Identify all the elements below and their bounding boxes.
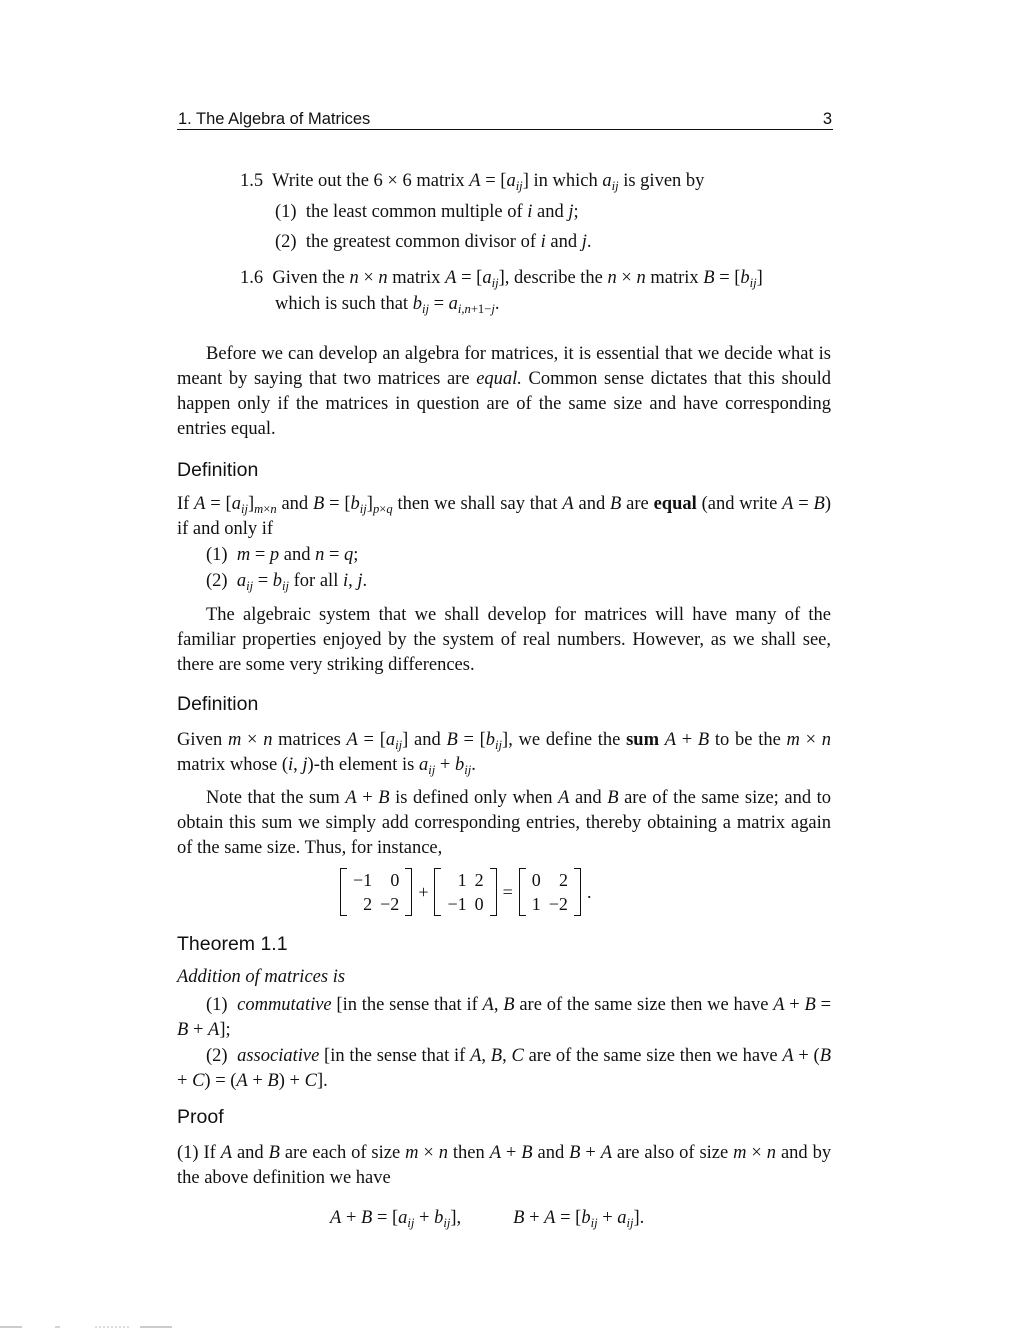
- theorem-item-2: (2) associative [in the sense that if A, B, C are of the same size then we have A + (B + C) = (A + B) + C].: [177, 1046, 832, 1091]
- algebraic-system-paragraph: The algebraic system that we shall develop for matrices will have many of the familiar properties enjoyed by the system of real numbers. However, as we shall see, there are some very striking differences.: [177, 605, 831, 675]
- proof-heading: Proof: [177, 1106, 224, 1128]
- period: .: [586, 881, 592, 902]
- definition-2-body: Given m × n matrices $A = [a_{ij}]$ and $B = [b_{ij}]$, we define the sum A + B to be the m × n matrix whose (i, j)-th element is $a_{ij} + b_{ij}$.: [177, 730, 832, 778]
- scan-marks: [0, 1322, 200, 1330]
- proof-body: (1) If A and B are each of size m × n then A + B and B + A are also of size m × n and by the above definition we have: [177, 1143, 832, 1188]
- exercise-1-5: 1.5 Write out the 6 × 6 matrix $A = [a_{ij}]$ in which $a_{ij}$ is given by: [240, 171, 705, 194]
- plus-sign: +: [418, 881, 429, 902]
- definition-1-cond-2: (2) $a_{ij} = b_{ij}$ for all i, j.: [206, 571, 368, 594]
- definition-1-body: If $A = [a_{ij}]_{m\times n}$ and $B = [b_{ij}]_{p\times q}$ then we shall say that A and B are equal (and write A = B) if and only if: [177, 494, 831, 539]
- exercise-1-5-item-1: (1) the least common multiple of i and j;: [275, 202, 579, 222]
- note-paragraph: Note that the sum A + B is defined only when A and B are of the same size; and to obtain this sum we simply add corresponding entries, thereby obtaining a matrix again of the same size. Thus, for instance,: [177, 788, 832, 858]
- exercise-1-6: 1.6 Given the n × n matrix $A = [a_{ij}]$, describe the n × n matrix $B = [b_{ij}]$: [240, 268, 763, 291]
- equals-sign: =: [502, 881, 513, 902]
- matrix-3: 0 2 1 −2: [519, 868, 581, 916]
- intro-paragraph: Before we can develop an algebra for matrices, it is essential that we decide what is meant by saying that two matrices are equal. Common sense dictates that this should happen only if the matrices in question are of the same size and have corresponding entries equal.: [177, 344, 831, 439]
- matrix-2: 1 2 −1 0: [434, 868, 496, 916]
- exercise-1-6-cont: which is such that $b_{ij} = a_{i,n+1-j}$.: [275, 294, 500, 317]
- matrix-1: −1 0 2 −2: [340, 868, 412, 916]
- page-number: 3: [822, 110, 832, 128]
- theorem-heading: Theorem 1.1: [177, 933, 288, 955]
- theorem-item-1: (1) commutative [in the sense that if A, B are of the same size then we have A + B = B + A];: [177, 995, 832, 1040]
- running-header: [177, 107, 833, 130]
- theorem-intro: Addition of matrices is: [177, 967, 346, 987]
- definition-1-cond-1: (1) m = p and n = q;: [206, 545, 359, 565]
- definition-heading-2: Definition: [177, 693, 259, 715]
- exercise-1-5-item-2: (2) the greatest common divisor of i and j.: [275, 232, 592, 252]
- matrix-sum-example: [340, 868, 597, 916]
- chapter-title: 1. The Algebra of Matrices: [178, 110, 371, 128]
- definition-heading-1: Definition: [177, 459, 259, 481]
- proof-equation: $A + B = [a_{ij} + b_{ij}]$, $B + A = [b_{ij} + a_{ij}]$.: [330, 1208, 645, 1231]
